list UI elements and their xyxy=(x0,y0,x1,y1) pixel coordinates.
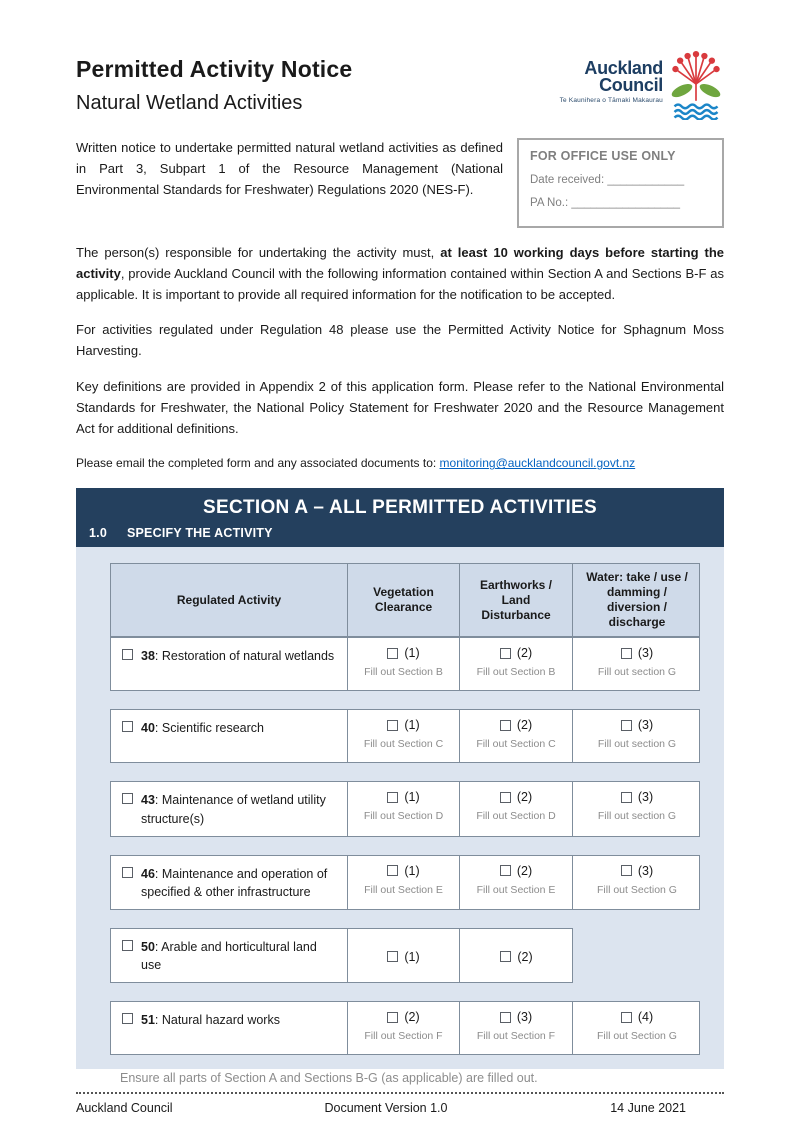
activity-table-header xyxy=(110,563,700,637)
option-check-line xyxy=(387,718,419,732)
table-row-activity-51 xyxy=(110,1001,700,1055)
option-checkbox[interactable] xyxy=(500,951,511,962)
intro-paragraphs xyxy=(76,243,724,472)
intro-paragraph-3: For activities regulated under Regulation 48 please use the Permitted Activity Notice for Sphagnum Moss Harvesting. xyxy=(76,322,724,359)
activity-label-cell xyxy=(111,782,348,835)
option-cell xyxy=(460,782,573,835)
column-header-vegetation-clearance: Vegetation Clearance xyxy=(348,564,460,636)
option-number: (1) xyxy=(404,949,420,964)
option-number: (1) xyxy=(404,863,420,878)
option-checkbox[interactable] xyxy=(387,648,398,659)
footer-center: Document Version 1.0 xyxy=(324,1101,448,1116)
option-checkbox[interactable] xyxy=(387,865,398,876)
p2-bold: at least 10 working days before starting the activity xyxy=(76,245,724,281)
fill-out-note: Fill out Section D xyxy=(363,810,444,823)
option-cell xyxy=(348,782,460,835)
email-pre: Please email the completed form and any associated documents to: xyxy=(76,456,440,471)
option-cell xyxy=(460,856,573,909)
fill-out-note: Fill out section G xyxy=(597,810,677,823)
fill-out-note: Fill out Section C xyxy=(476,738,556,751)
fill-out-note: Fill out section G xyxy=(597,738,677,751)
intro-paragraph-4: Key definitions are provided in Appendix 2 of this application form. Please refer to the National Environmental Standards for Freshwater, the National Policy Statement for Freshwater 2020 and the Resource Management Act for additional definitions. xyxy=(76,378,724,436)
fill-out-note: Fill out Section E xyxy=(364,883,443,896)
option-number: (3) xyxy=(516,1010,533,1025)
fill-out-note: Fill out Section C xyxy=(363,738,444,751)
section-number: 1.0 xyxy=(89,526,107,541)
option-checkbox[interactable] xyxy=(621,648,632,659)
intro-paragraph-2 xyxy=(76,243,724,305)
activity-table-rows xyxy=(110,637,698,1055)
pa-number-blank: _________________ xyxy=(571,197,681,209)
footer-right: 14 June 2021 xyxy=(610,1101,686,1116)
option-number: (1) xyxy=(404,646,420,661)
option-cell xyxy=(573,1002,701,1054)
date-received-field[interactable] xyxy=(530,174,711,186)
option-checkbox[interactable] xyxy=(621,792,632,803)
option-checkbox[interactable] xyxy=(387,720,398,731)
option-number: (2) xyxy=(516,646,533,661)
option-checkbox[interactable] xyxy=(621,720,632,731)
activity-checkbox[interactable] xyxy=(122,649,133,660)
activity-checkbox[interactable] xyxy=(122,940,133,951)
option-cell xyxy=(460,710,573,762)
fill-out-note: Fill out Section G xyxy=(597,883,677,896)
activity-label: 51: Natural hazard works xyxy=(141,1013,280,1028)
option-number: (1) xyxy=(404,718,420,733)
logo-tagline: Te Kaunihera o Tāmaki Makaurau xyxy=(559,97,663,105)
pohutukawa-flower-icon xyxy=(668,48,724,120)
fill-out-note: Fill out Section E xyxy=(476,883,556,896)
option-checkbox[interactable] xyxy=(387,1012,398,1023)
activity-checkbox[interactable] xyxy=(122,1013,133,1024)
option-cell xyxy=(460,929,573,982)
option-checkbox[interactable] xyxy=(621,865,632,876)
activity-label-cell xyxy=(111,638,348,690)
section-a-band xyxy=(76,488,724,547)
option-check-line xyxy=(500,790,532,804)
option-checkbox[interactable] xyxy=(387,951,398,962)
fill-out-note: Fill out Section F xyxy=(364,1030,443,1043)
section-a-subheading xyxy=(76,525,724,547)
table-row-activity-40 xyxy=(110,709,700,763)
option-cell xyxy=(348,710,460,762)
activity-label: 50: Arable and horticultural land use xyxy=(141,939,317,972)
logo-line1: Auckland xyxy=(584,58,663,78)
option-check-line xyxy=(500,864,532,878)
option-cell xyxy=(348,929,460,982)
option-checkbox[interactable] xyxy=(387,792,398,803)
option-check-line xyxy=(621,790,653,804)
option-number: (3) xyxy=(637,718,654,733)
option-check-line xyxy=(500,718,532,732)
panel-footer-note: Ensure all parts of Section A and Sections B-G (as applicable) are filled out. xyxy=(120,1071,538,1086)
date-received-label: Date received: xyxy=(530,174,605,186)
column-header-earthworks: Earthworks / Land Disturbance xyxy=(460,564,573,636)
fill-out-note: Fill out Section D xyxy=(476,810,556,823)
activity-label-cell xyxy=(111,856,348,909)
option-checkbox[interactable] xyxy=(621,1012,632,1023)
option-checkbox[interactable] xyxy=(500,1012,511,1023)
fill-out-note: Fill out Section F xyxy=(476,1030,556,1043)
option-check-line xyxy=(387,950,419,964)
option-check-line xyxy=(500,646,532,660)
intro-row xyxy=(76,138,724,228)
auckland-council-logo xyxy=(560,48,724,120)
activity-label-cell xyxy=(111,710,348,762)
option-number: (2) xyxy=(516,863,533,878)
document-footer xyxy=(76,1092,724,1115)
option-cell xyxy=(573,782,701,835)
pa-number-field[interactable] xyxy=(530,197,711,209)
option-check-line xyxy=(621,864,653,878)
date-received-blank: ____________ xyxy=(607,174,685,186)
section-a-title: SECTION A – ALL PERMITTED ACTIVITIES xyxy=(203,497,597,519)
activity-checkbox[interactable] xyxy=(122,867,133,878)
activity-label: 43: Maintenance of wetland utility structure(s) xyxy=(141,793,326,826)
email-link[interactable]: monitoring@aucklandcouncil.govt.nz xyxy=(439,456,636,471)
option-cell xyxy=(348,856,460,909)
fill-out-note: Fill out Section B xyxy=(364,666,443,679)
activity-label: 38: Restoration of natural wetlands xyxy=(141,649,335,664)
option-number: (4) xyxy=(637,1010,654,1025)
option-checkbox[interactable] xyxy=(500,792,511,803)
option-number: (2) xyxy=(517,949,533,964)
option-check-line xyxy=(621,718,653,732)
table-row-activity-43 xyxy=(110,781,700,836)
option-check-line xyxy=(621,646,653,660)
fill-out-note: Fill out section G xyxy=(597,666,677,679)
option-check-line xyxy=(387,1010,419,1024)
office-box-title: FOR OFFICE USE ONLY xyxy=(530,149,676,163)
table-row-activity-38 xyxy=(110,637,700,691)
option-cell xyxy=(348,638,460,690)
option-number: (2) xyxy=(516,790,533,805)
activity-label-cell xyxy=(111,929,348,982)
option-cell xyxy=(573,638,701,690)
activity-label-cell xyxy=(111,1002,348,1054)
page-title: Permitted Activity Notice xyxy=(76,56,353,82)
fill-out-note: Fill out Section B xyxy=(476,666,556,679)
option-number: (1) xyxy=(404,790,420,805)
table-row-activity-46 xyxy=(110,855,700,910)
option-cell xyxy=(573,710,701,762)
activity-checkbox[interactable] xyxy=(122,721,133,732)
activity-checkbox[interactable] xyxy=(122,793,133,804)
option-cell xyxy=(348,1002,460,1054)
option-number: (3) xyxy=(637,863,654,878)
option-number: (3) xyxy=(637,790,654,805)
option-number: (2) xyxy=(516,718,533,733)
activity-label: 46: Maintenance and operation of specified & other infrastructure xyxy=(141,866,328,899)
section-a-panel xyxy=(76,547,724,1086)
title-block xyxy=(76,46,352,115)
option-check-line xyxy=(387,790,419,804)
column-header-water: Water: take / use / damming / diversion / discharge xyxy=(586,570,688,630)
pa-number-label: PA No.: xyxy=(530,197,569,209)
option-cell xyxy=(460,1002,573,1054)
p2-post: , provide Auckland Council with the following information contained within Section A and Sections B-F as applicable. It is important to provide all required information for the notification to be accepted. xyxy=(76,265,724,302)
section-subtitle: SPECIFY THE ACTIVITY xyxy=(126,526,273,541)
option-check-line xyxy=(500,950,532,964)
option-check-line xyxy=(387,864,419,878)
p2-pre: The person(s) responsible for undertaking the activity must, xyxy=(76,245,441,260)
option-check-line xyxy=(621,1010,653,1024)
option-cell xyxy=(460,638,573,690)
option-check-line xyxy=(500,1010,532,1024)
option-number: (2) xyxy=(404,1010,420,1025)
option-number: (3) xyxy=(637,646,654,661)
fill-out-note: Fill out Section G xyxy=(597,1030,677,1043)
column-header-regulated-activity: Regulated Activity xyxy=(111,564,348,636)
option-checkbox[interactable] xyxy=(500,865,511,876)
option-checkbox[interactable] xyxy=(500,720,511,731)
option-check-line xyxy=(387,646,419,660)
office-use-box xyxy=(517,138,724,228)
option-cell xyxy=(573,856,701,909)
option-checkbox[interactable] xyxy=(500,648,511,659)
activity-label: 40: Scientific research xyxy=(141,721,264,736)
document-header xyxy=(76,46,724,134)
page-subtitle: Natural Wetland Activities xyxy=(76,92,303,114)
email-paragraph xyxy=(76,454,724,472)
footer-left: Auckland Council xyxy=(76,1101,173,1116)
logo-line2: Council xyxy=(599,75,663,96)
table-row-activity-50 xyxy=(110,928,573,983)
logo-text xyxy=(560,60,663,104)
intro-paragraph-1: Written notice to undertake permitted natural wetland activities as defined in Part 3, Subpart 1 of the Resource Management (National Environmental Standards for Freshwater) Regulations 2020 (NES-F). xyxy=(76,140,503,197)
